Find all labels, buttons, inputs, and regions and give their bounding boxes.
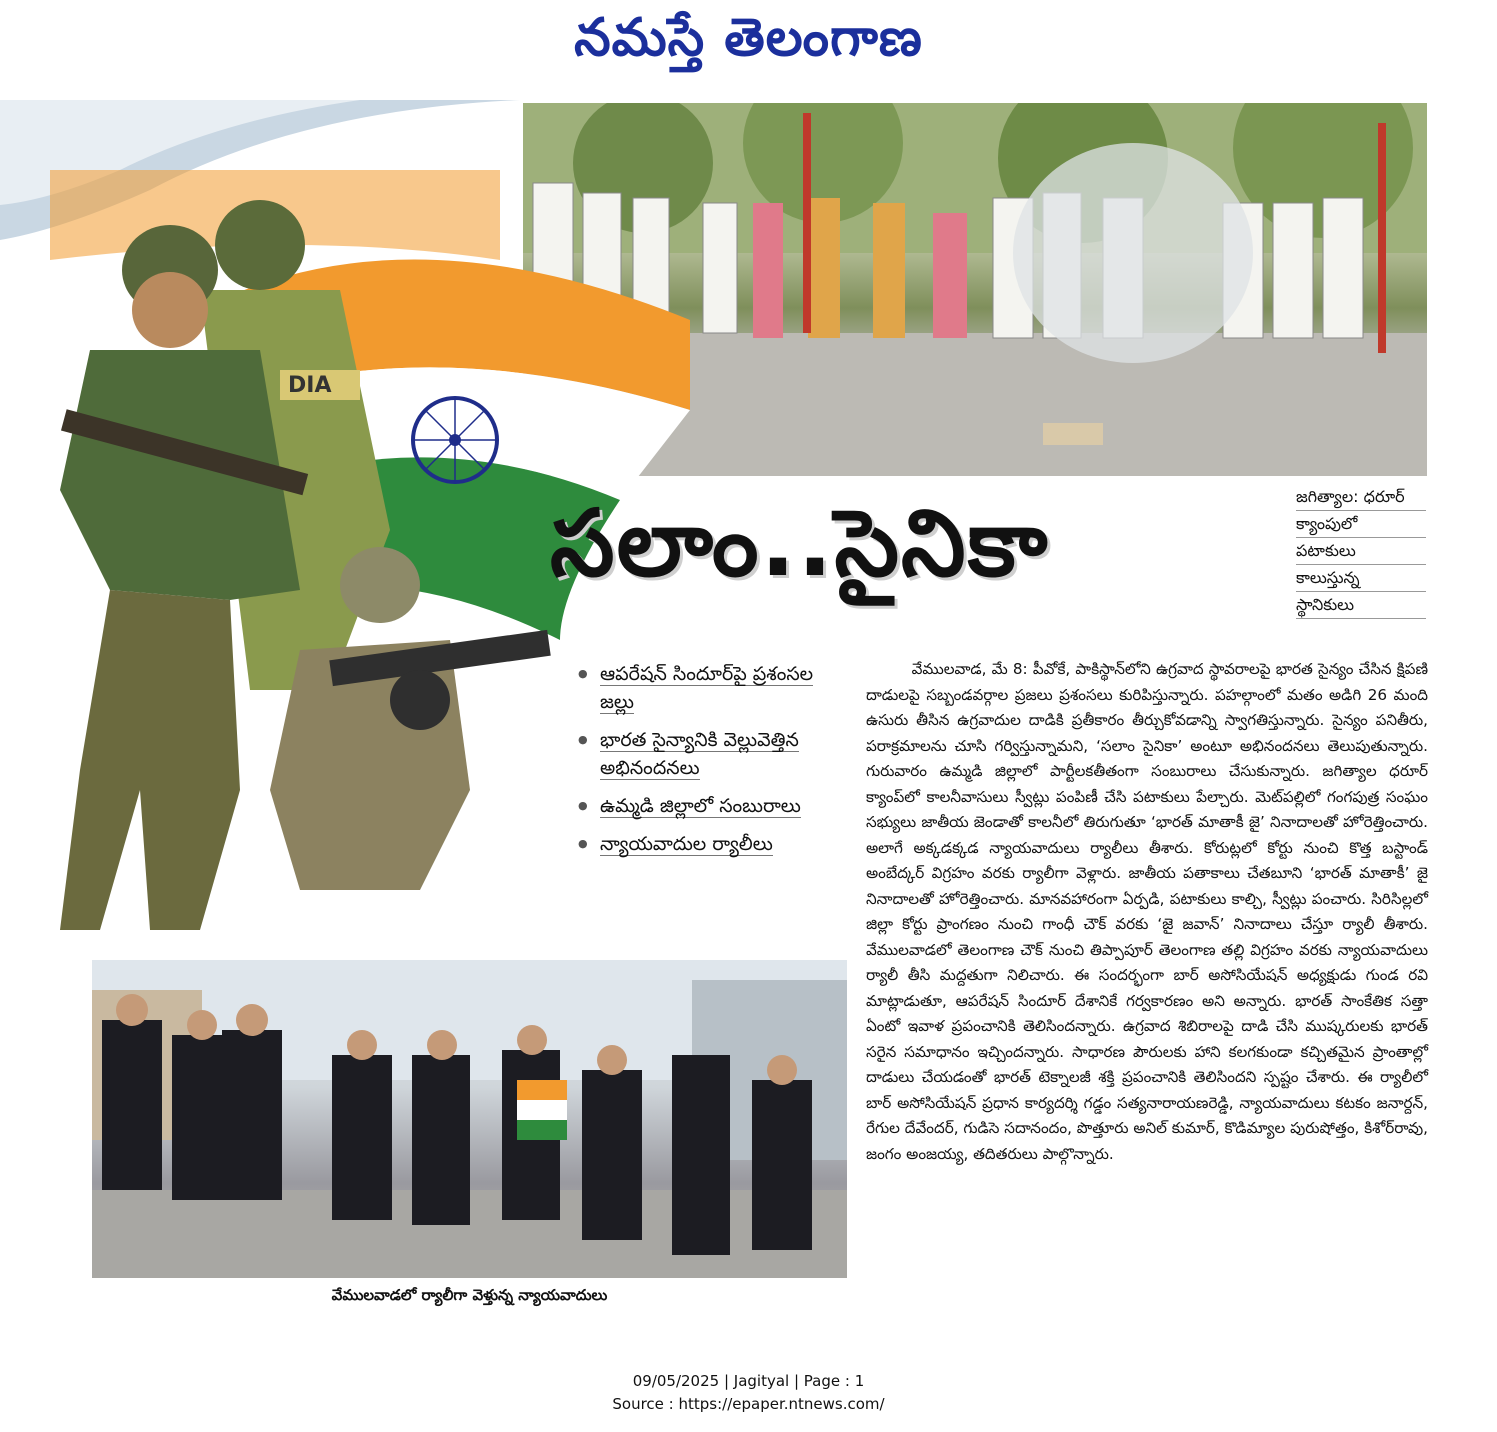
side-caption-line: కాలుస్తున్న [1296,565,1426,592]
photo-side-caption [1296,484,1426,619]
footer-source-line: Source : https://epaper.ntnews.com/ [612,1395,885,1413]
hero-badge-text: DIA [288,373,332,398]
highlight-item: ● ఉమ్మడి జిల్లాలో సంబురాలు [578,792,828,820]
side-caption-line: స్థానికులు [1296,592,1426,619]
masthead: నమస్తే తెలంగాణ [574,8,923,68]
photo-lawyers-rally [92,960,847,1278]
highlight-item: ● ఆపరేషన్ సిందూర్‌పై ప్రశంసల జల్లు [578,660,828,716]
highlights-list [578,660,828,868]
highlight-item: ● న్యాయవాదుల ర్యాలీలు [578,830,828,858]
photo-caption: వేములవాడలో ర్యాలీగా వెళ్తున్న న్యాయవాదులు [331,1286,608,1304]
article-body: వేములవాడ, మే 8: పీవోకే, పాకిస్థాన్‌లోని ఉగ్రవాద స్థావరాలపై భారత సైన్యం చేసిన క్షిపణి దాడులపై సబ్బండవర్గాల ప్రజలు ప్రశంసలు కురిపిస్తున్నారు. పహల్గాంలో మతం అడిగి 26 మంది ఉసురు తీసిన ఉగ్రవాదుల దాడికి ప్రతీకారం తీర్చుకోవడాన్ని స్వాగతిస్తున్నారు. సైన్యం పనితీరు, పరాక్రమాలను చూసి గర్విస్తున్నామని, ‘సలాం సైనికా’ అంటూ అభినందనలు తెలుపుతున్నారు. గురువారం ఉమ్మడి జిల్లాలో పార్టీలకతీతంగా సంబురాలు చేసుకున్నారు. జగిత్యాల ధరూర్ క్యాంప్‌లో కాలనీవాసులు స్వీట్లు పంపిణీ చేసి పటాకులు పేల్చారు. మెట్‌పల్లిలో గంగపుత్ర సంఘం సభ్యులు జాతీయ జెండాతో కాలనీలో తిరుగుతూ ‘భారత్ మాతాకీ జై’ నినాదాలతో హోరెత్తించారు. అలాగే అక్కడక్కడ న్యాయవాదులు ర్యాలీలు తీశారు. కోరుట్లలో కోర్టు నుంచి కొత్త బస్టాండ్ అంబేద్కర్ విగ్రహం వరకు ర్యాలీగా వెళ్లారు. జాతీయ పతాకాలు చేతబూని ‘భారత్ మాతాకీ’ జై నినాదాలతో హోరెత్తించారు. మానవహారంగా ఏర్పడి, పటాకులు కాల్చి, స్వీట్లు పంచారు. సిరిసిల్లలో జిల్లా కోర్టు ప్రాంగణం నుంచి గాంధీ చౌక్ వరకు ‘జై జవాన్’ నినాదాలు చేస్తూ ర్యాలీ తీశారు. వేములవాడలో తెలంగాణ చౌక్ నుంచి తిప్పాపూర్ తెలంగాణ తల్లి విగ్రహం వరకు న్యాయవాదులు ర్యాలీ తీసి మద్దతుగా నిలిచారు. ఈ సందర్భంగా బార్ అసోసియేషన్ అధ్యక్షుడు గుండ రవి మాట్లాడుతూ, ఆపరేషన్ సిందూర్ దేశానికే గర్వకారణం అని అన్నారు. భారత్ సాంకేతిక సత్తా ఏంటో ఇవాళ ప్రపంచానికి తెలిసిందన్నారు. ఉగ్రవాద శిబిరాలపై దాడి చేసి ముష్కరులకు భారత్ సరైన సమాధానం ఇచ్చిందన్నారు. సాధారణ పౌరులకు హాని కలగకుండా కచ్చితమైన ప్రాంతాల్లో దాడులు చేయడంతో భారత్ టెక్నాలజీ శక్తి ప్రపంచానికి తెలిసిందని స్పష్టం చేశారు. ఈ ర్యాలీలో బార్ అసోసియేషన్ ప్రధాన కార్యదర్శి గడ్డం సత్యనారాయణరెడ్డి, న్యాయవాదులు కటకం జనార్దన్, రేగుల దేవేందర్, గుడిసె సదానందం, పొత్తూరు అనిల్ కుమార్, కొడిమ్యాల పురుషోత్తం, కిశోర్‌రావు, జంగం అంజయ్య, తదితరులు పాల్గొన్నారు. [866,660,1428,1163]
highlight-item: ● భారత సైన్యానికి వెల్లువెత్తిన అభినందనలు [578,726,828,782]
chakra-icon [413,398,497,482]
page-footer [0,1370,1497,1416]
side-caption-line: క్యాంపులో [1296,511,1426,538]
side-caption-line: పటాకులు [1296,538,1426,565]
side-caption-line: జగిత్యాల: ధరూర్ [1296,484,1426,511]
footer-date-line: 09/05/2025 | Jagityal | Page : 1 [632,1372,865,1390]
headline: సలాం..సైనికా [550,490,1050,597]
